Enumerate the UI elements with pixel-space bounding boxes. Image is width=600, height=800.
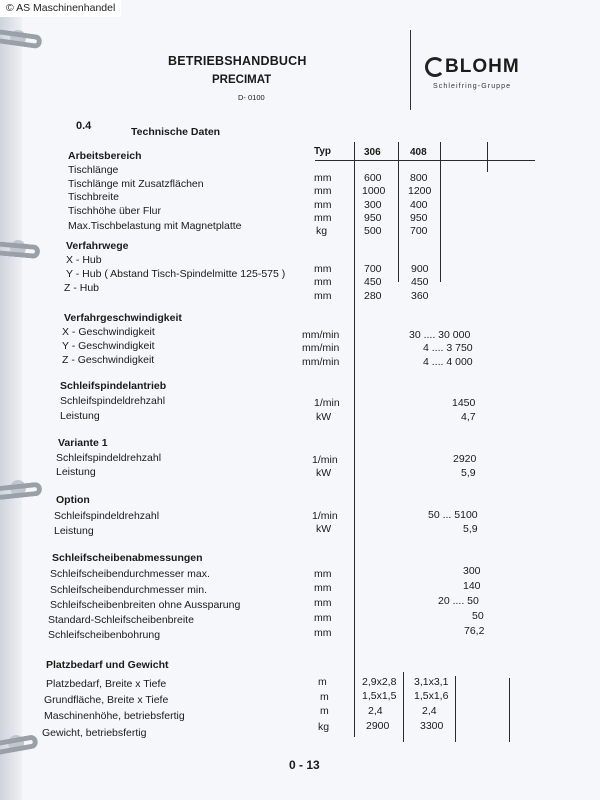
group-title: Schleifspindelantrieb <box>60 380 167 392</box>
row-value-408: 2,4 <box>422 705 437 717</box>
row-value: 4 .... 4 000 <box>423 356 473 368</box>
row-unit: mm <box>314 597 332 609</box>
header-rule <box>315 160 535 161</box>
column-rule-end <box>487 142 488 172</box>
document-title: BETRIEBSHANDBUCH <box>168 54 307 68</box>
row-label: Tischlänge mit Zusatzflächen <box>68 178 204 190</box>
row-value-306: 450 <box>364 276 382 288</box>
row-value-408: 1,5x1,6 <box>414 690 449 702</box>
row-label: Gewicht, betriebsfertig <box>42 727 147 739</box>
group-title: Platzbedarf und Gewicht <box>46 659 169 671</box>
group-title: Schleifscheibenabmessungen <box>52 552 203 564</box>
row-unit: mm <box>314 627 332 639</box>
row-value-306: 2,4 <box>368 705 383 717</box>
row-unit: m <box>318 676 327 688</box>
row-unit: kW <box>316 523 332 535</box>
row-unit: mm/min <box>302 356 340 368</box>
row-label: X - Geschwindigkeit <box>62 326 155 338</box>
row-label: Schleifscheibenbohrung <box>48 629 161 641</box>
row-unit: mm <box>314 582 332 594</box>
row-unit: kg <box>318 721 330 733</box>
row-label: Maschinenhöhe, betriebsfertig <box>44 710 185 722</box>
row-unit: kg <box>316 225 328 237</box>
row-unit: mm <box>314 172 332 184</box>
company-logo <box>425 53 535 99</box>
col-header-408: 408 <box>410 147 427 158</box>
row-unit: m <box>320 691 329 703</box>
row-label: Y - Hub ( Abstand Tisch-Spindelmitte 125-575 ) <box>66 268 286 280</box>
row-unit: m <box>320 705 329 717</box>
row-value-306: 950 <box>364 212 382 224</box>
machine-name: PRECIMAT <box>212 74 272 86</box>
row-label: Z - Geschwindigkeit <box>62 354 155 366</box>
column-rule-408 <box>440 142 441 282</box>
logo-subtitle: Schleifring-Gruppe <box>433 83 512 90</box>
logo-text: BLOHM <box>445 56 520 77</box>
row-label: Platzbedarf, Breite x Tiefe <box>46 678 167 690</box>
row-value-306: 500 <box>364 225 382 237</box>
row-unit: mm/min <box>302 329 340 341</box>
row-value-306: 700 <box>364 263 382 275</box>
row-label: Schleifspindeldrehzahl <box>54 510 160 522</box>
header-divider <box>410 30 411 110</box>
row-label: Max.Tischbelastung mit Magnetplatte <box>68 220 242 232</box>
row-unit: mm <box>314 568 332 580</box>
row-value: 140 <box>463 580 481 592</box>
row-value: 30 .... 30 000 <box>409 329 471 341</box>
row-unit: mm <box>314 263 332 275</box>
row-label: Tischhöhe über Flur <box>68 205 161 217</box>
logo-mark-icon <box>425 57 445 77</box>
column-rule-408-lower <box>455 676 456 742</box>
row-label: Tischbreite <box>68 191 119 203</box>
row-value-306: 600 <box>364 172 382 184</box>
row-value: 1450 <box>452 397 476 409</box>
row-value-408: 450 <box>411 276 429 288</box>
column-rule-unit <box>354 142 355 737</box>
row-label: Schleifscheibenbreiten ohne Aussparung <box>50 599 241 611</box>
group-title: Variante 1 <box>58 437 108 449</box>
group-title: Verfahrwege <box>66 240 129 252</box>
row-value: 50 <box>472 610 484 622</box>
row-unit: 1/min <box>312 510 338 522</box>
row-unit: mm <box>314 185 332 197</box>
row-unit: mm <box>314 212 332 224</box>
row-label: Leistung <box>54 525 94 537</box>
row-value: 4 .... 3 750 <box>423 342 473 354</box>
row-value: 5,9 <box>463 523 478 535</box>
column-rule-end-lower <box>509 678 510 742</box>
row-value: 5,9 <box>461 467 476 479</box>
row-value-408: 900 <box>411 263 429 275</box>
row-unit: mm/min <box>302 342 340 354</box>
row-value-306: 1000 <box>362 185 386 197</box>
row-value-408: 700 <box>410 225 428 237</box>
row-unit: mm <box>314 276 332 288</box>
col-header-306: 306 <box>364 147 381 158</box>
row-label: Y - Geschwindigkeit <box>62 340 155 352</box>
watermark: © AS Maschinenhandel <box>0 0 121 17</box>
row-label: Z - Hub <box>64 282 100 294</box>
column-rule-306-lower <box>403 672 404 742</box>
group-title: Arbeitsbereich <box>68 150 142 162</box>
row-unit: kW <box>316 467 332 479</box>
row-value: 300 <box>463 565 481 577</box>
row-label: Standard-Schleifscheibenbreite <box>48 614 194 626</box>
group-title: Verfahrgeschwindigkeit <box>64 312 182 324</box>
row-label: Schleifscheibendurchmesser max. <box>50 568 210 580</box>
row-value-408: 360 <box>411 290 429 302</box>
row-unit: kW <box>316 411 332 423</box>
row-value-408: 3,1x3,1 <box>414 676 449 688</box>
row-label: Grundfläche, Breite x Tiefe <box>44 694 169 706</box>
row-value-306: 300 <box>364 199 382 211</box>
section-number: 0.4 <box>76 120 92 132</box>
row-value-306: 1,5x1,5 <box>362 690 397 702</box>
row-label: Schleifspindeldrehzahl <box>60 395 166 407</box>
group-title: Option <box>56 494 90 506</box>
row-unit: mm <box>314 199 332 211</box>
col-header-typ: Typ <box>314 146 332 157</box>
row-value-408: 3300 <box>420 720 444 732</box>
section-title: Technische Daten <box>131 126 221 138</box>
row-value: 76,2 <box>464 625 485 637</box>
row-label: Tischlänge <box>68 164 119 176</box>
row-value-408: 400 <box>410 199 428 211</box>
row-label: X - Hub <box>66 254 102 266</box>
row-value: 2920 <box>453 453 477 465</box>
row-unit: mm <box>314 290 332 302</box>
row-unit: mm <box>314 612 332 624</box>
page-number: 0 - 13 <box>289 758 320 772</box>
row-unit: 1/min <box>314 397 340 409</box>
row-unit: 1/min <box>312 454 338 466</box>
row-value-408: 1200 <box>408 185 432 197</box>
row-value-408: 950 <box>410 212 428 224</box>
column-rule-306 <box>398 142 399 282</box>
row-value-306: 2,9x2,8 <box>362 676 397 688</box>
row-value: 50 ... 5100 <box>428 509 478 521</box>
row-label: Schleifscheibendurchmesser min. <box>50 584 207 596</box>
row-value-306: 280 <box>364 290 382 302</box>
row-value-408: 800 <box>410 172 428 184</box>
row-label: Leistung <box>60 410 100 422</box>
row-value-306: 2900 <box>366 720 390 732</box>
document-number: D- 0100 <box>238 93 265 102</box>
row-label: Schleifspindeldrehzahl <box>56 452 162 464</box>
row-label: Leistung <box>56 466 96 478</box>
row-value: 4,7 <box>461 411 476 423</box>
row-value: 20 .... 50 <box>438 595 479 607</box>
